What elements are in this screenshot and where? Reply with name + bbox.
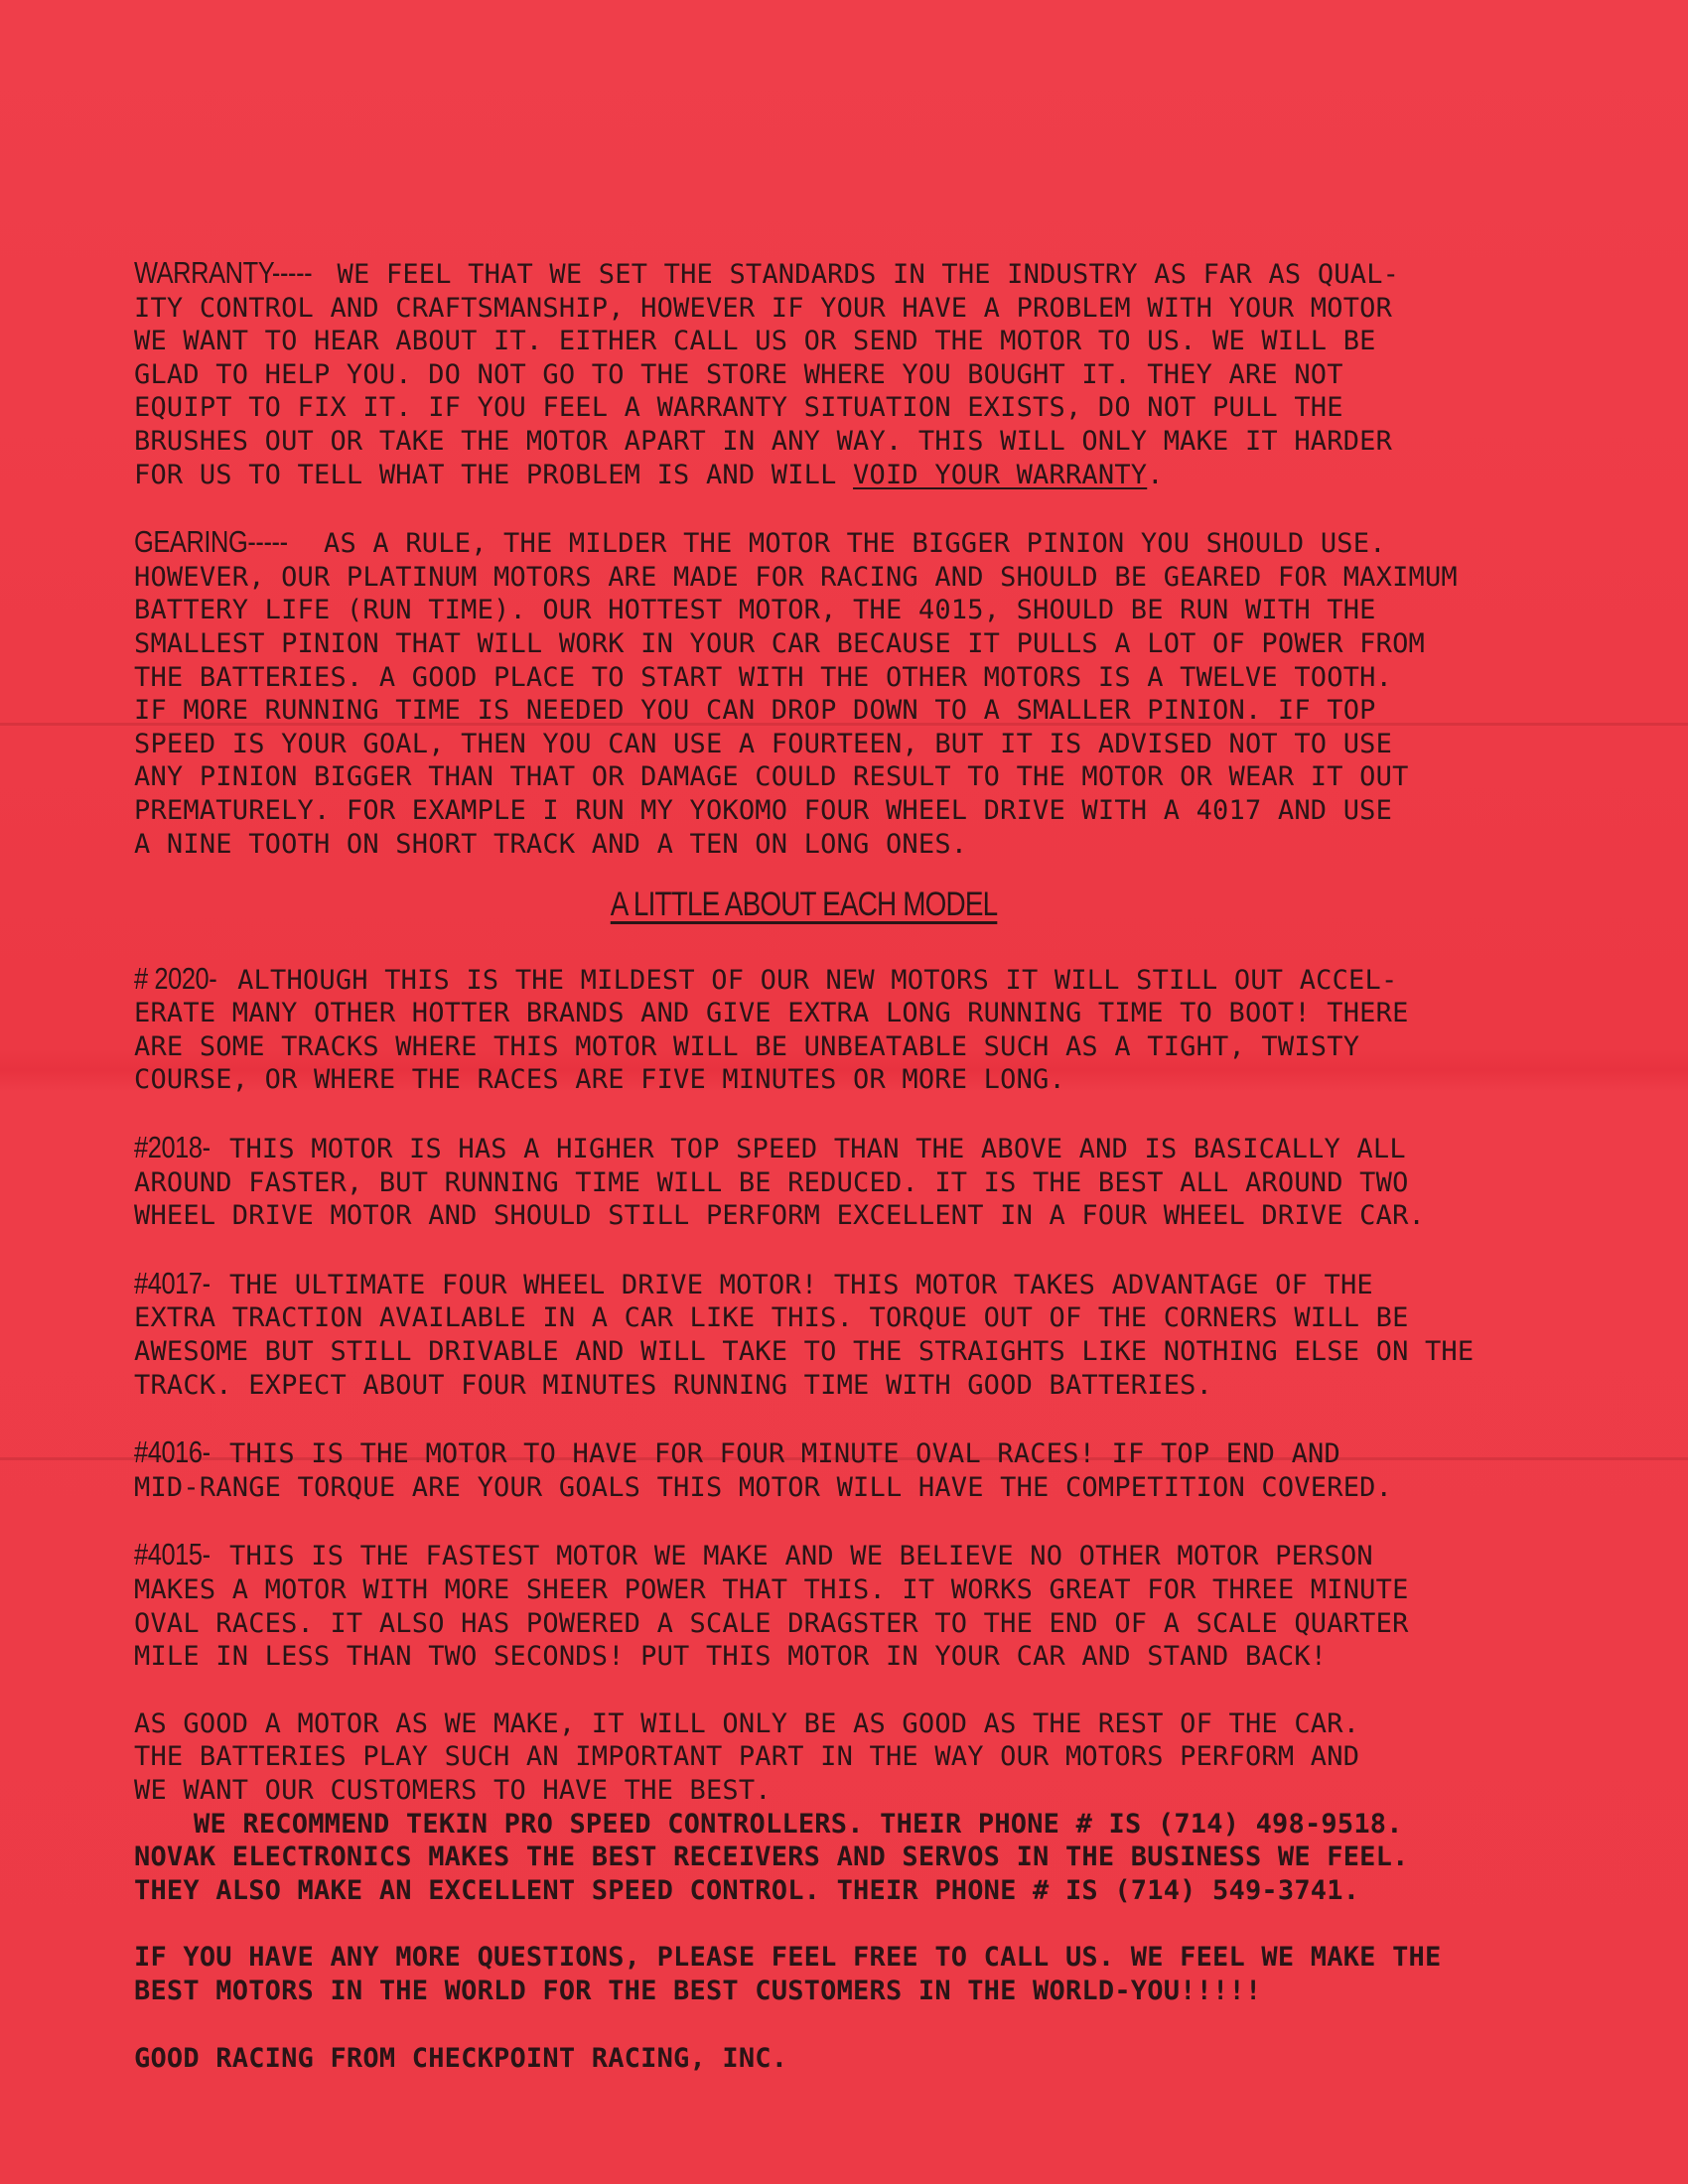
model-lead: # 2020- [134,960,217,996]
novak-recommendation: NOVAK ELECTRONICS MAKES THE BEST RECEIVERS AND SERVOS IN THE BUSINESS WE FEEL. THEY ALSO MAKE AN EXCELLENT SPEED CONTROL. THEIR PHONE # IS (714) 549-3741. [134,1842,1409,1906]
tekin-recommendation: WE RECOMMEND TEKIN PRO SPEED CONTROLLERS. THEIR PHONE # IS (714) 498-9518. [194,1808,1403,1840]
model-text: THIS IS THE MOTOR TO HAVE FOR FOUR MINUTE OVAL RACES! IF TOP END AND MID-RANGE TORQUE ARE YOUR GOALS THIS MOTOR WILL HAVE THE COMPETITION COVERED. [134,1438,1393,1503]
warranty-void-notice: VOID YOUR WARRANTY [853,459,1148,490]
model-2018 [134,1131,1504,1233]
section-heading: A LITTLE ABOUT EACH MODEL [611,886,998,924]
warranty-lead: WARRANTY----- [134,255,313,290]
letter-body [134,256,1504,2109]
warranty-text: WE FEEL THAT WE SET THE STANDARDS IN THE INDUSTRY AS FAR AS QUAL- ITY CONTROL AND CRAFTSMANSHIP, HOWEVER IF YOUR HAVE A PROBLEM WITH YOUR MOTOR WE WANT TO HEAR ABOUT IT. EITHER CALL US OR SEND THE MOTOR TO US. WE WILL BE GLAD TO HELP YOU. DO NOT GO TO THE STORE WHERE YOU BOUGHT IT. THEY ARE NOT EQUIPT TO FIX IT. IF YOU FEEL A WARRANTY SITUATION EXISTS, DO NOT PULL THE BRUSHES OUT OR TAKE THE MOTOR APART IN ANY WAY. THIS WILL ONLY MAKE IT HARDER FOR US TO TELL WHAT THE PROBLEM IS AND WILL [134,259,1400,490]
warranty-paragraph [134,256,1504,491]
model-4016 [134,1435,1504,1504]
gearing-lead: GEARING----- [134,524,288,560]
model-lead: #4016- [134,1434,211,1470]
gearing-paragraph [134,525,1504,861]
model-text: ALTHOUGH THIS IS THE MILDEST OF OUR NEW MOTORS IT WILL STILL OUT ACCEL- ERATE MANY OTHER HOTTER BRANDS AND GIVE EXTRA LONG RUNNING TIME TO BOOT! THERE ARE SOME TRACKS WHERE THIS MOTOR WILL BE UNBEATABLE SUCH AS A TIGHT, TWISTY COURSE, OR WHERE THE RACES ARE FIVE MINUTES OR MORE LONG. [134,964,1409,1096]
model-text: THIS MOTOR IS HAS A HIGHER TOP SPEED THAN THE ABOVE AND IS BASICALLY ALL AROUND FASTER, BUT RUNNING TIME WILL BE REDUCED. IT IS THE BEST ALL AROUND TWO WHEEL DRIVE MOTOR AND SHOULD STILL PERFORM EXCELLENT IN A FOUR WHEEL DRIVE CAR. [134,1134,1425,1232]
signoff: GOOD RACING FROM CHECKPOINT RACING, INC. [134,2042,788,2074]
model-lead: #2018- [134,1130,211,1165]
gearing-text: AS A RULE, THE MILDER THE MOTOR THE BIGGER PINION YOU SHOULD USE. HOWEVER, OUR PLATINUM MOTORS ARE MADE FOR RACING AND SHOULD BE GEARED FOR MAXIMUM BATTERY LIFE (RUN TIME). OUR HOTTEST MOTOR, THE 4015, SHOULD BE RUN WITH THE SMALLEST PINION THAT WILL WORK IN YOUR CAR BECAUSE IT PULLS A LOT OF POWER FROM THE BATTERIES. A GOOD PLACE TO START WITH THE OTHER MOTORS IS A TWELVE TOOTH. IF MORE RUNNING TIME IS NEEDED YOU CAN DROP DOWN TO A SMALLER PINION. IF TOP SPEED IS YOUR GOAL, THEN YOU CAN USE A FOURTEEN, BUT IT IS ADVISED NOT TO USE ANY PINION BIGGER THAN THAT OR DAMAGE COULD RESULT TO THE MOTOR OR WEAR IT OUT PREMATURELY. FOR EXAMPLE I RUN MY YOKOMO FOUR WHEEL DRIVE WITH A 4017 AND USE A NINE TOOTH ON SHORT TRACK AND A TEN ON LONG ONES. [134,528,1458,860]
model-lead: #4017- [134,1265,211,1300]
model-2020 [134,962,1504,1097]
model-text: THE ULTIMATE FOUR WHEEL DRIVE MOTOR! THIS MOTOR TAKES ADVANTAGE OF THE EXTRA TRACTION AVAILABLE IN A CAR LIKE THIS. TORQUE OUT OF THE CORNERS WILL BE AWESOME BUT STILL DRIVABLE AND WILL TAKE TO THE STRAIGHTS LIKE NOTHING ELSE ON THE TRACK. EXPECT ABOUT FOUR MINUTES RUNNING TIME WITH GOOD BATTERIES. [134,1269,1475,1401]
model-lead: #4015- [134,1537,211,1572]
warranty-end: . [1147,459,1164,490]
model-4017 [134,1267,1504,1402]
closing-paragraph: AS GOOD A MOTOR AS WE MAKE, IT WILL ONLY BE AS GOOD AS THE REST OF THE CAR. THE BATTERIES PLAY SUCH AN IMPORTANT PART IN THE WAY OUR MOTORS PERFORM AND WE WANT OUR CUSTOMERS TO HAVE THE BEST. [134,1707,1360,1806]
model-4015 [134,1538,1504,1673]
model-text: THIS IS THE FASTEST MOTOR WE MAKE AND WE BELIEVE NO OTHER MOTOR PERSON MAKES A MOTOR WITH MORE SHEER POWER THAT THIS. IT WORKS GREAT FOR THREE MINUTE OVAL RACES. IT ALSO HAS POWERED A SCALE DRAGSTER TO THE END OF A SCALE QUARTER MILE IN LESS THAN TWO SECONDS! PUT THIS MOTOR IN YOUR CAR AND STAND BACK! [134,1541,1409,1673]
questions-paragraph: IF YOU HAVE ANY MORE QUESTIONS, PLEASE FEEL FREE TO CALL US. WE FEEL WE MAKE THE BEST MOTORS IN THE WORLD FOR THE BEST CUSTOMERS IN THE WORLD-YOU!!!!! [134,1942,1442,2006]
